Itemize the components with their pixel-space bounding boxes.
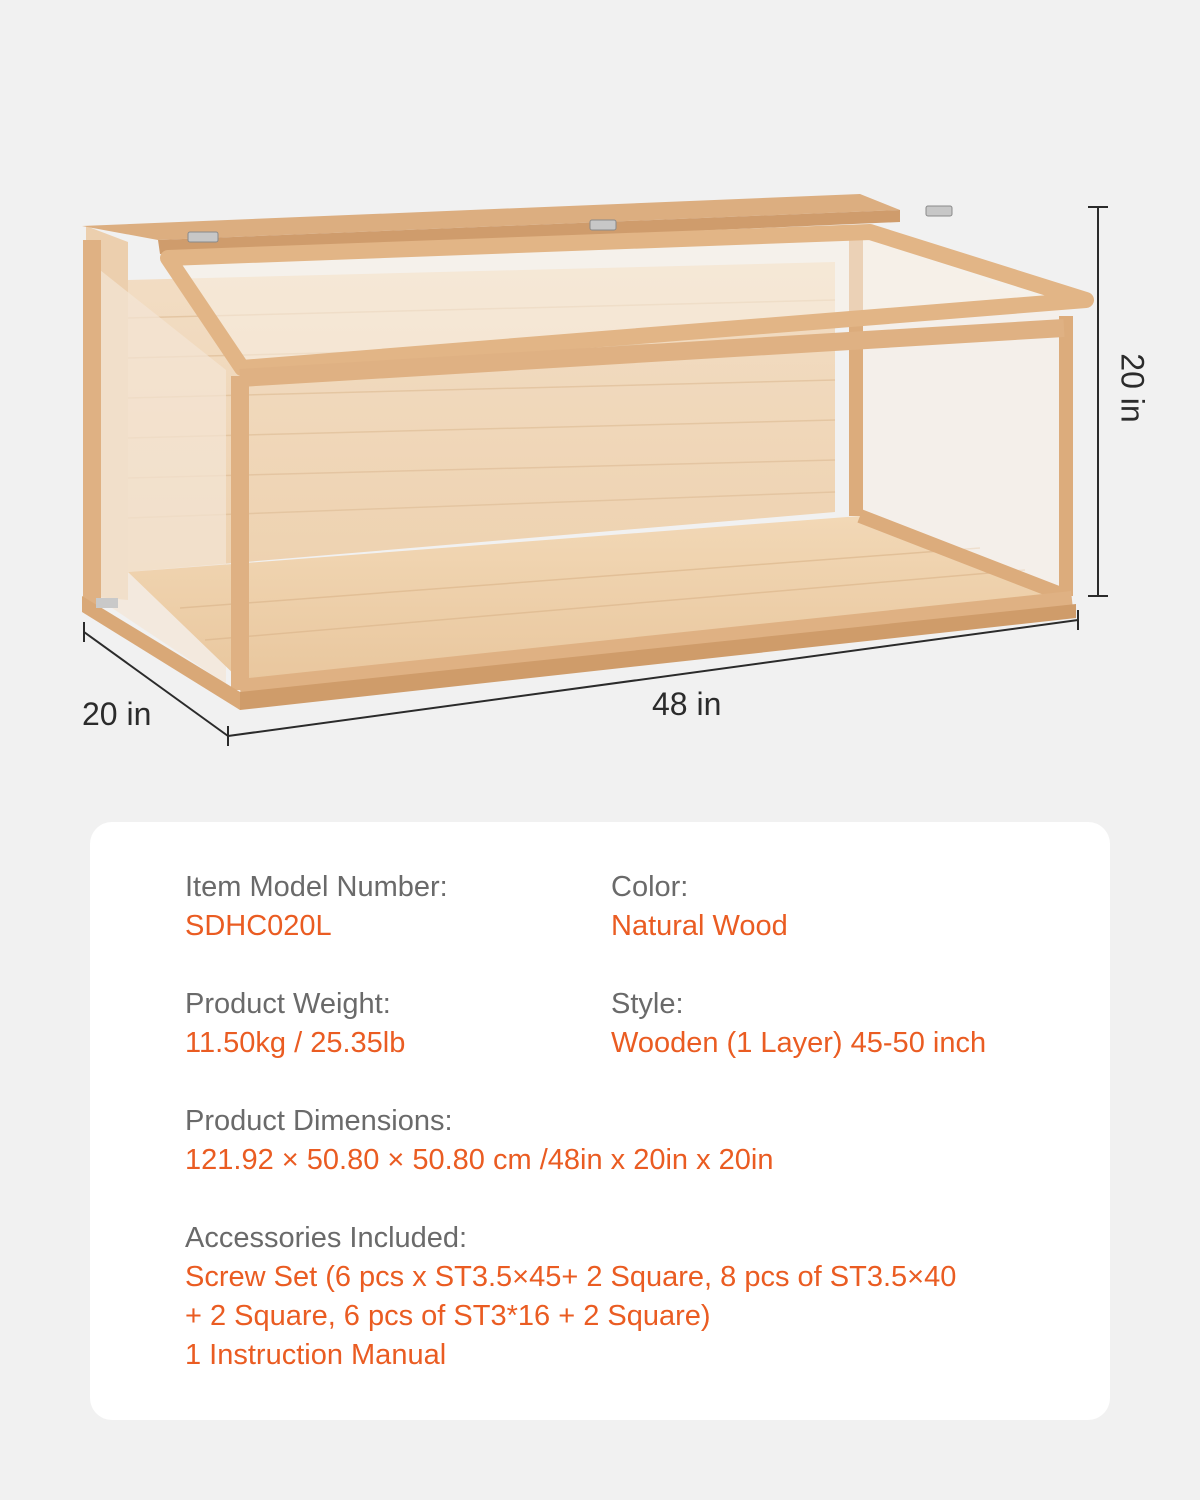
spec-color-label: Color: [611, 871, 689, 903]
spec-style [611, 985, 986, 1063]
spec-product-dimensions [185, 1102, 773, 1180]
height-dimension-label: 20 in [1114, 353, 1151, 423]
brand-tag [96, 598, 118, 608]
spec-dimensions-value: 121.92 × 50.80 × 50.80 cm /48in x 20in x 20in [185, 1144, 774, 1176]
spec-accessories-line: + 2 Square, 6 pcs of ST3*16 + 2 Square) [185, 1300, 711, 1332]
spec-weight-value: 11.50kg / 25.35lb [185, 1027, 406, 1059]
width-dimension-label: 48 in [652, 686, 722, 722]
spec-color-value: Natural Wood [611, 910, 788, 942]
spec-accessories-line: 1 Instruction Manual [185, 1339, 447, 1371]
spec-model-label: Item Model Number: [185, 871, 448, 903]
spec-style-value: Wooden (1 Layer) 45-50 inch [611, 1027, 987, 1059]
spec-dimensions-label: Product Dimensions: [185, 1105, 453, 1137]
spec-accessories-line: Screw Set (6 pcs x ST3.5×45+ 2 Square, 8 pcs of ST3.5×40 [185, 1261, 957, 1293]
spec-color [611, 868, 788, 946]
spec-model-value: SDHC020L [185, 910, 332, 942]
spec-model-number [185, 868, 448, 946]
spec-accessories-included [185, 1219, 956, 1375]
depth-dimension-label: 20 in [82, 696, 152, 732]
spec-product-weight [185, 985, 405, 1063]
spec-accessories-label: Accessories Included: [185, 1222, 468, 1254]
specifications-card [90, 822, 1110, 1420]
spec-style-label: Style: [611, 988, 684, 1020]
spec-weight-label: Product Weight: [185, 988, 391, 1020]
